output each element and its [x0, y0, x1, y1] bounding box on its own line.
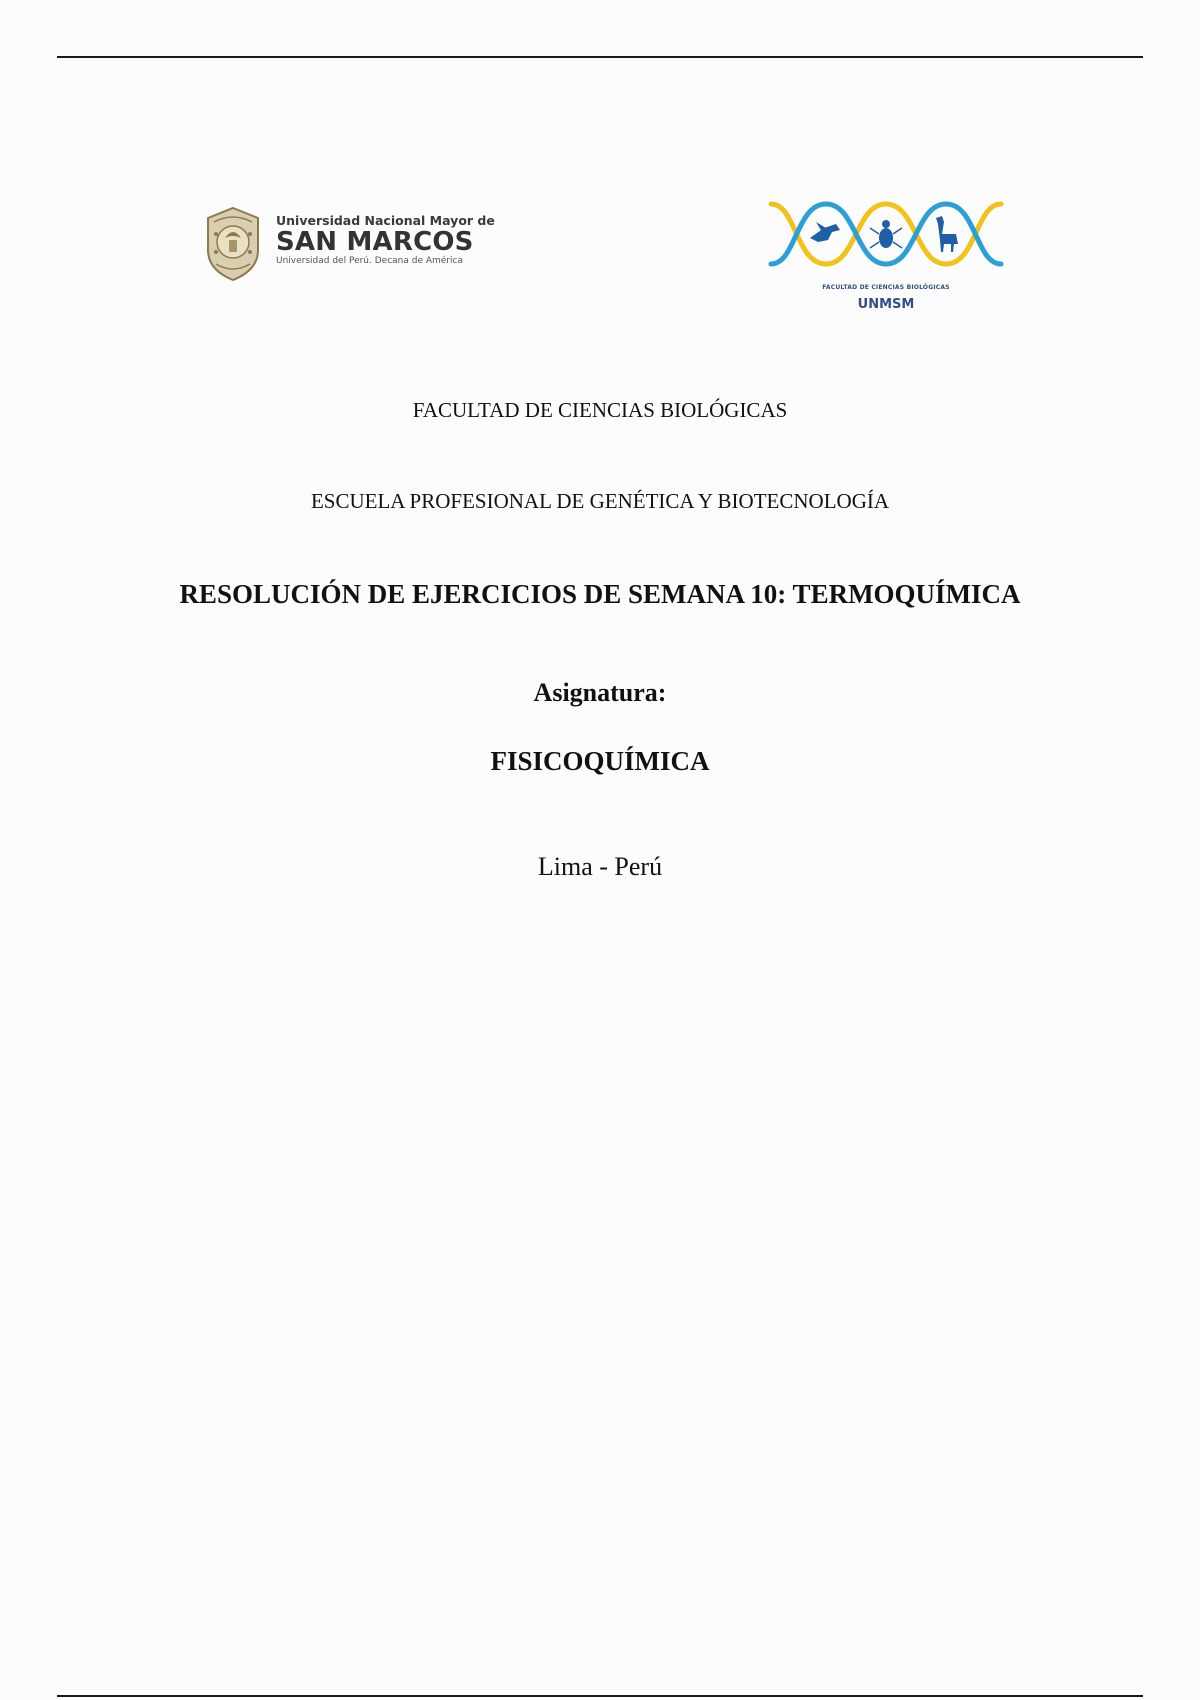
- san-marcos-logo: [200, 204, 495, 284]
- llama-icon: [936, 216, 958, 252]
- bottom-rule: [57, 1695, 1143, 1697]
- university-seal-icon: [200, 204, 266, 284]
- logo-line-3: Universidad del Perú. Decana de América: [276, 256, 463, 266]
- logo-line-1: Universidad Nacional Mayor de: [276, 213, 495, 228]
- dna-helix-icon: [766, 194, 1006, 274]
- faculty-logo-caption: FACULTAD DE CIENCIAS BIOLÓGICAS: [822, 284, 950, 291]
- bird-icon: [810, 222, 840, 242]
- logo-line-2: SAN MARCOS: [276, 227, 474, 257]
- insect-icon: [870, 220, 902, 248]
- subject-name: FISICOQUÍMICA: [490, 746, 710, 776]
- document-title: RESOLUCIÓN DE EJERCICIOS DE SEMANA 10: TERMOQUÍMICA: [179, 579, 1021, 609]
- subject-label: Asignatura:: [533, 678, 667, 707]
- place-text: Lima - Perú: [537, 852, 663, 881]
- faculty-logo: [766, 194, 1006, 324]
- top-rule: [57, 56, 1143, 58]
- faculty-logo-name: UNMSM: [857, 297, 915, 312]
- faculty-name: FACULTAD DE CIENCIAS BIOLÓGICAS: [412, 398, 788, 422]
- school-name: ESCUELA PROFESIONAL DE GENÉTICA Y BIOTECNOLOGÍA: [310, 489, 890, 513]
